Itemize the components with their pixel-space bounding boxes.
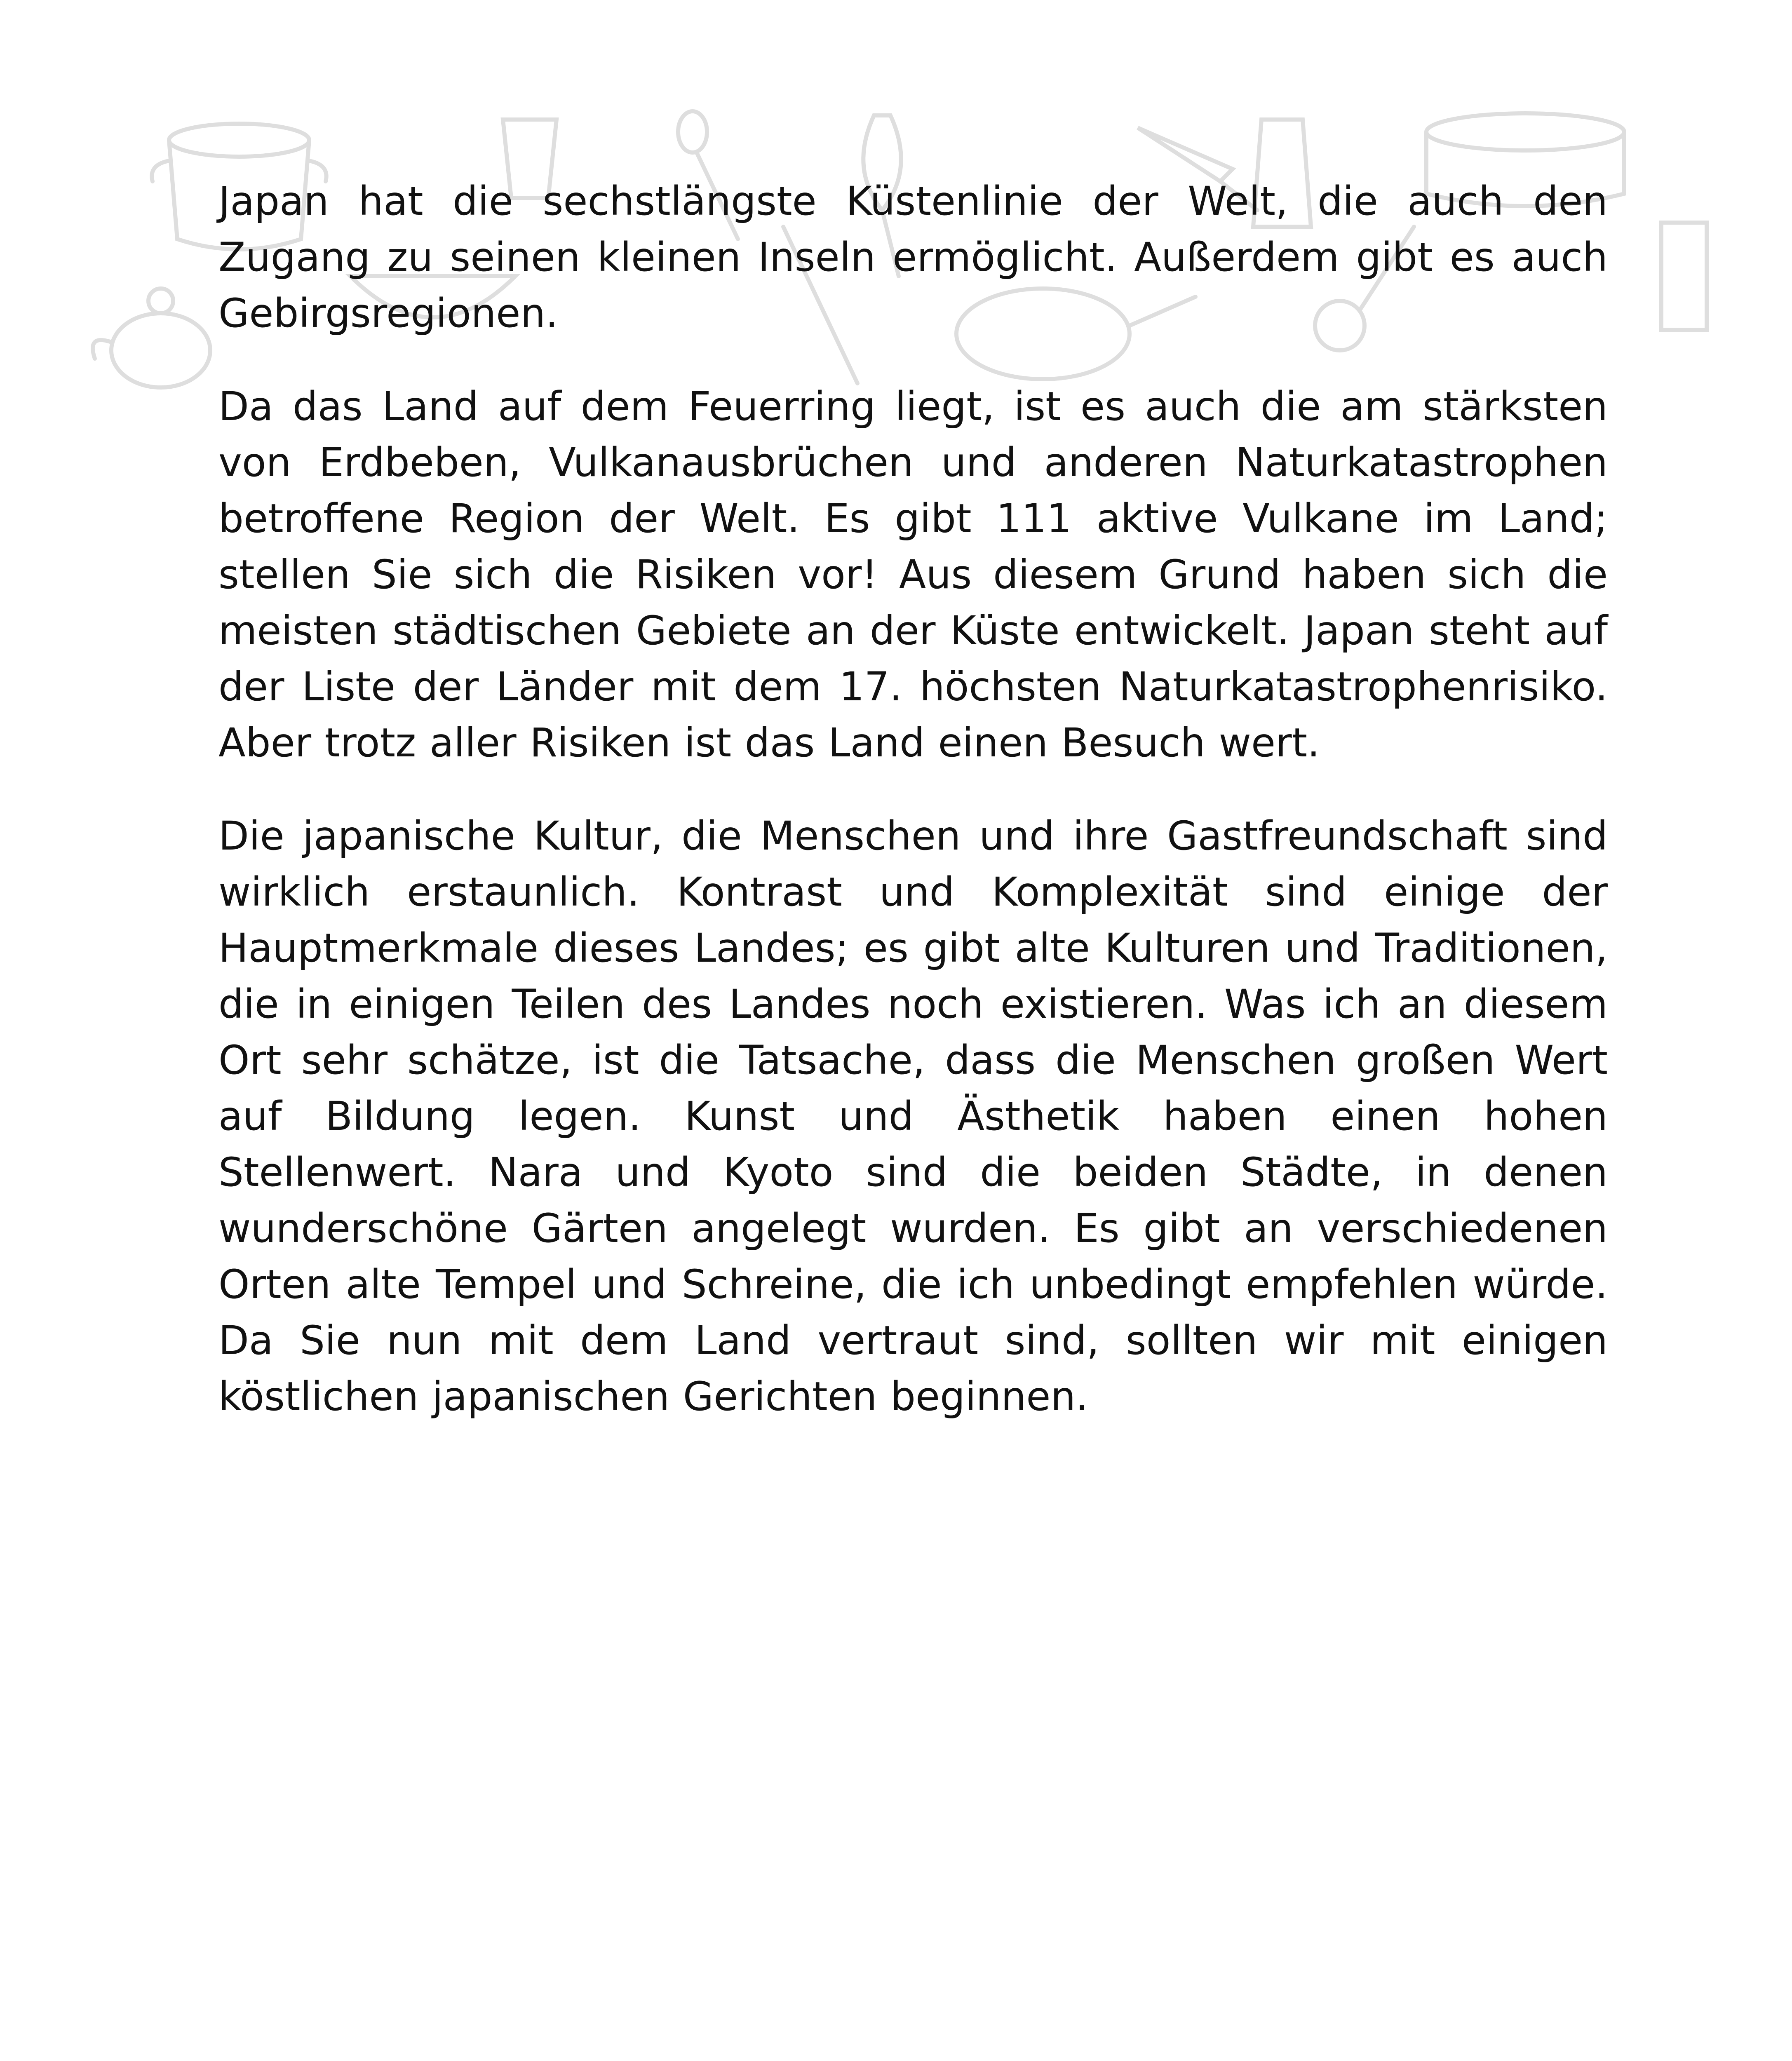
kettle-icon: [93, 289, 210, 387]
grater-icon: [1661, 223, 1707, 330]
paragraph-2: Da das Land auf dem Feuerring liegt, ist es auch die am stärksten von Erdbeben, Vulkanausbrüchen und anderen Naturkatastrophen betroffene Region der Welt. Es gibt 111 aktive Vulkane im Land; stellen Sie sich die Risiken vor! Aus diesem Grund haben sich die meisten städtischen Gebiete an der Küste entwickelt. Japan steht auf der Liste der Länder mit dem 17. höchsten Naturkatastrophenrisiko. Aber trotz aller Risiken ist das Land einen Besuch wert.: [218, 383, 1608, 766]
paragraph-3: Die japanische Kultur, die Menschen und ihre Gastfreundschaft sind wirklich erstaunlich. Kontrast und Komplexität sind einige der Hauptmerkmale dieses Landes; es gibt alte Kulturen und Traditionen, die in einigen Teilen des Landes noch existieren. Was ich an diesem Ort sehr schätze, ist die Tatsache, dass die Menschen großen Wert auf Bildung legen. Kunst und Ästhetik haben einen hohen Stellenwert. Nara und Kyoto sind die beiden Städte, in denen wunderschöne Gärten angelegt wurden. Es gibt an verschiedenen Orten alte Tempel und Schreine, die ich unbedingt empfehlen würde. Da Sie nun mit dem Land vertraut sind, sollten wir mit einigen köstlichen japanischen Gerichten beginnen.: [218, 813, 1608, 1420]
document-body: [218, 173, 1608, 1462]
paragraph-1: Japan hat die sechstlängste Küstenlinie der Welt, die auch den Zugang zu seinen kleinen Inseln ermöglicht. Außerdem gibt es auch Gebirgsregionen.: [218, 178, 1608, 336]
